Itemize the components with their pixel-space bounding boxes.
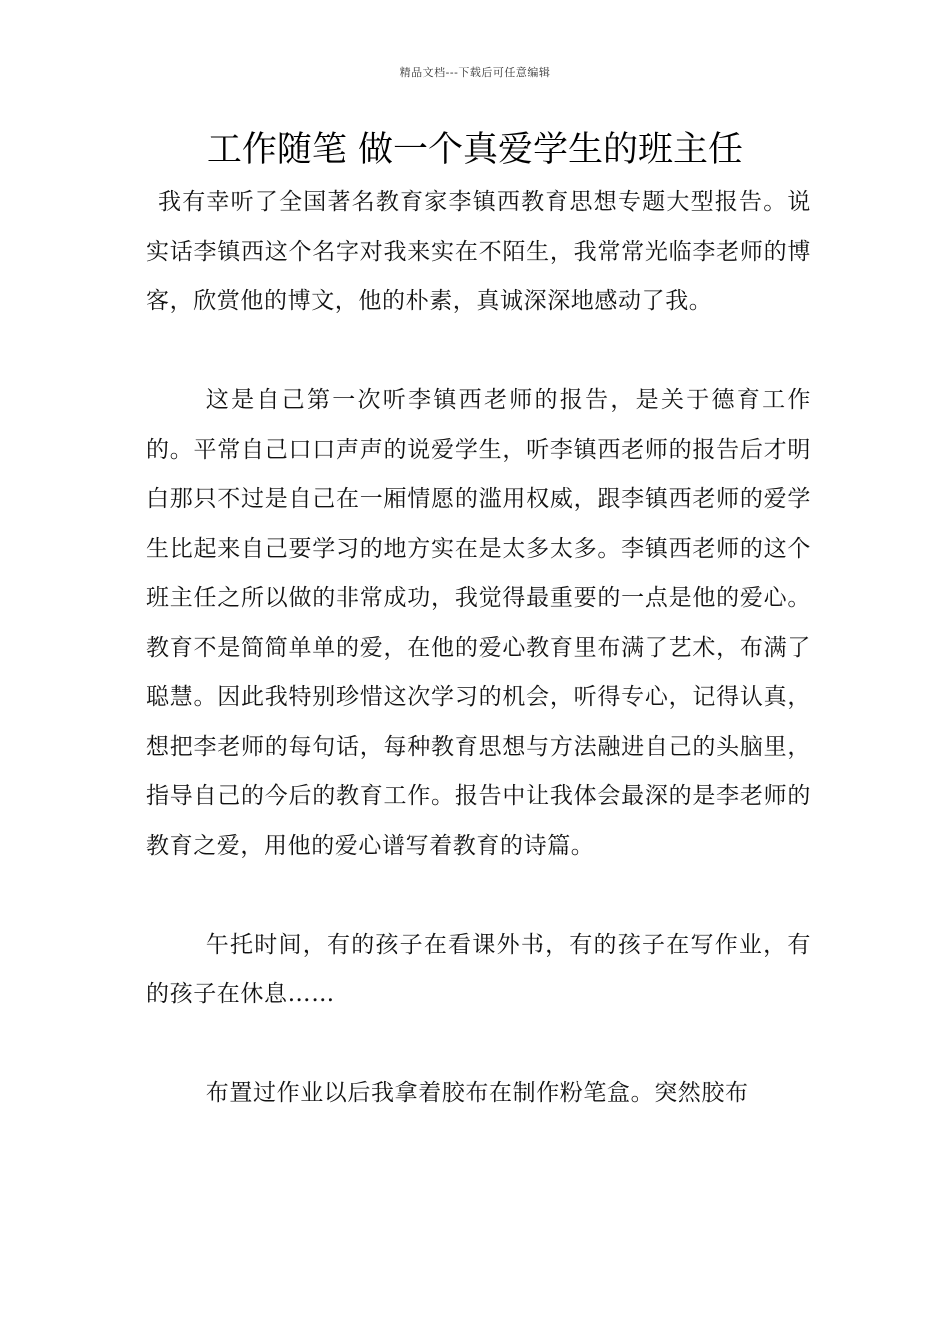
paragraph-2: 这是自己第一次听李镇西老师的报告，是关于德育工作的。平常自己口口声声的说爱学生，听李镇西老师的报告后才明白那只不过是自己在一厢情愿的滥用权威，跟李镇西老师的爱学生比起来自己要学习的地方实在是太多太多。李镇西老师的这个班主任之所以做的非常成功，我觉得最重要的一点是他的爱心。教育不是简简单单的爱，在他的爱心教育里布满了艺术，布满了聪慧。因此我特别珍惜这次学习的机会，听得专心，记得认真，想把李老师的每句话，每种教育思想与方法融进自己的头脑里，指导自己的今后的教育工作。报告中让我体会最深的是李老师的教育之爱，用他的爱心谱写着教育的诗篇。: [146, 387, 811, 859]
page-header: 精品文档---下载后可任意编辑: [399, 66, 551, 79]
document-body: [146, 178, 811, 1119]
paragraph-3: 午托时间，有的孩子在看课外书，有的孩子在写作业，有的孩子在休息……: [146, 931, 811, 1007]
paragraph-1: 我有幸听了全国著名教育家李镇西教育思想专题大型报告。说实话李镇西这个名字对我来实在不陌生，我常常光临李老师的博客，欣赏他的博文，他的朴素，真诚深深地感动了我。: [146, 189, 811, 314]
paragraph-4: 布置过作业以后我拿着胶布在制作粉笔盒。突然胶布: [205, 1080, 749, 1106]
document-title: 工作随笔 做一个真爱学生的班主任: [206, 130, 744, 170]
